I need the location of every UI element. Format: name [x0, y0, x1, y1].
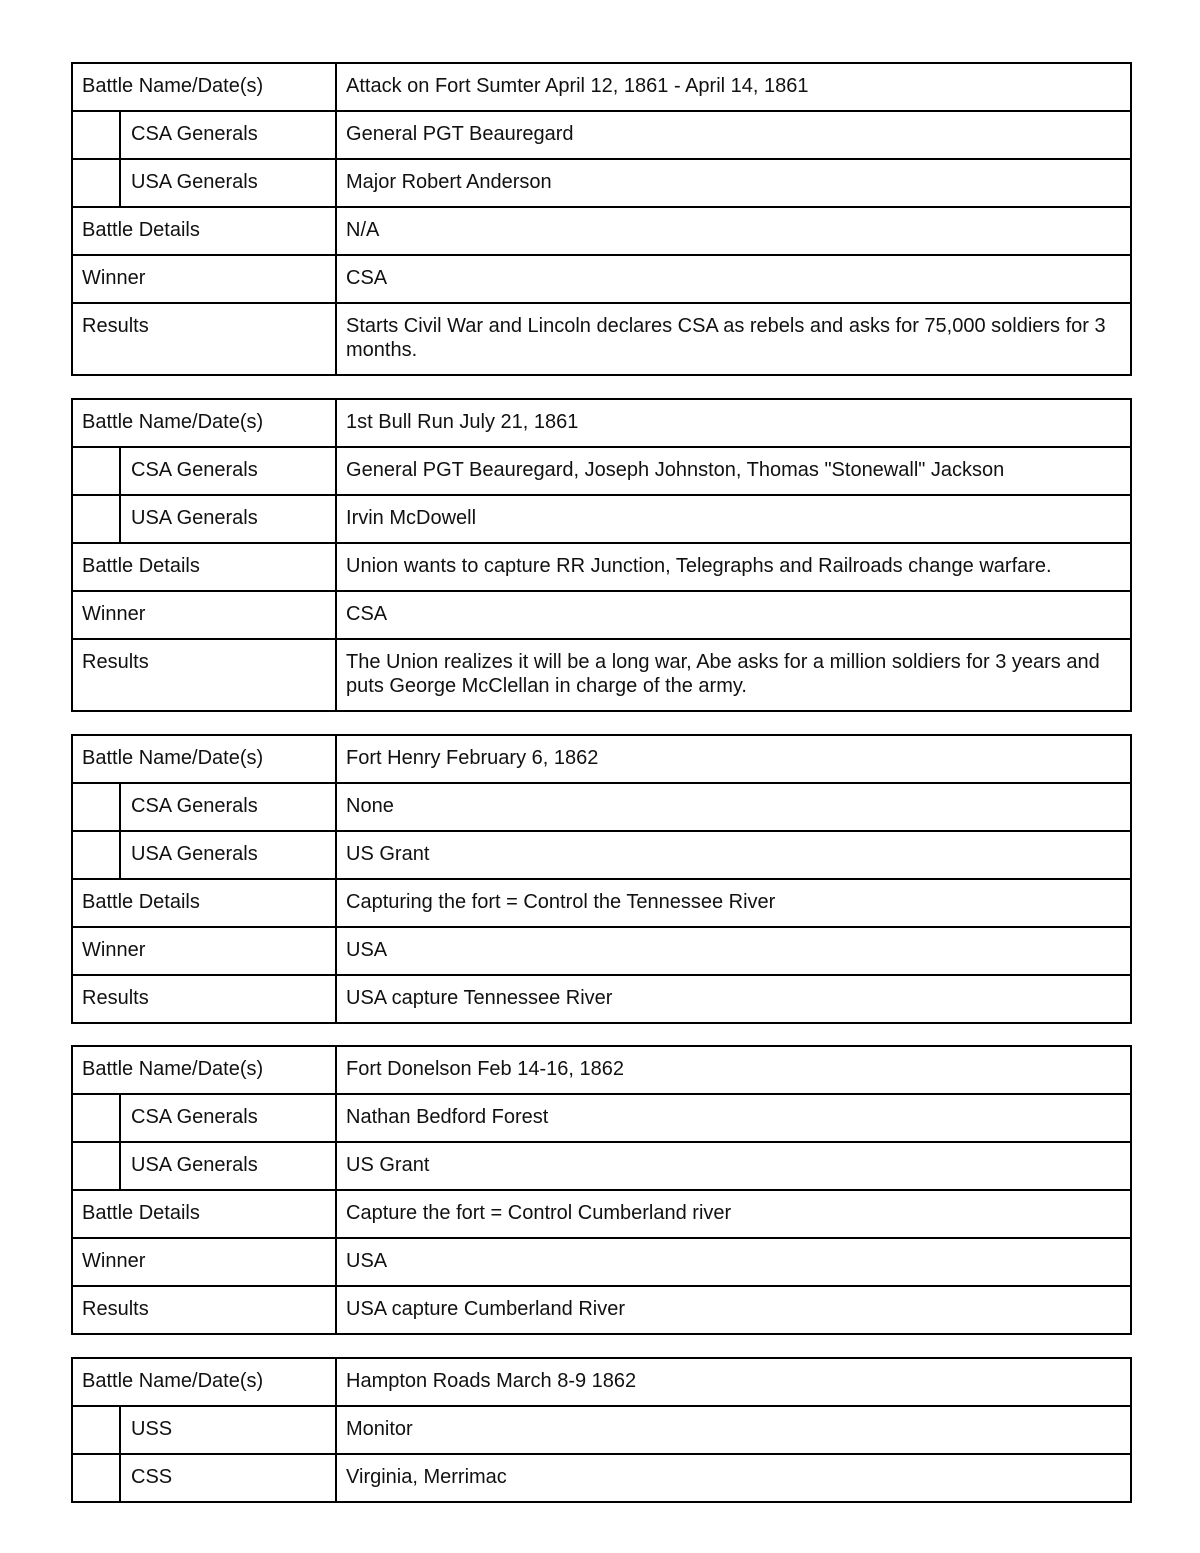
- table-row: [72, 1286, 1131, 1334]
- css-label: CSS: [120, 1454, 336, 1502]
- csa-generals-value: General PGT Beauregard: [336, 111, 1131, 159]
- battle-name-label: Battle Name/Date(s): [72, 399, 336, 447]
- table-row: [72, 1190, 1131, 1238]
- results-label: Results: [72, 1286, 336, 1334]
- indent-cell: [72, 447, 120, 495]
- indent-cell: [72, 1094, 120, 1142]
- winner-value: USA: [336, 1238, 1131, 1286]
- table-row: [72, 1238, 1131, 1286]
- battle-table-bull-run: [71, 398, 1132, 712]
- battle-name-label: Battle Name/Date(s): [72, 1046, 336, 1094]
- results-value: USA capture Tennessee River: [336, 975, 1131, 1023]
- table-row: [72, 255, 1131, 303]
- csa-generals-label: CSA Generals: [120, 447, 336, 495]
- uss-value: Monitor: [336, 1406, 1131, 1454]
- indent-cell: [72, 159, 120, 207]
- table-row: [72, 735, 1131, 783]
- table-row: [72, 975, 1131, 1023]
- battle-table-fort-sumter: [71, 62, 1132, 376]
- results-value: USA capture Cumberland River: [336, 1286, 1131, 1334]
- table-row: [72, 831, 1131, 879]
- table-row: [72, 447, 1131, 495]
- table-row: [72, 159, 1131, 207]
- indent-cell: [72, 1454, 120, 1502]
- indent-cell: [72, 831, 120, 879]
- usa-generals-label: USA Generals: [120, 159, 336, 207]
- battle-details-value: Capture the fort = Control Cumberland river: [336, 1190, 1131, 1238]
- battle-details-label: Battle Details: [72, 207, 336, 255]
- battle-name-value: Fort Donelson Feb 14-16, 1862: [336, 1046, 1131, 1094]
- winner-label: Winner: [72, 1238, 336, 1286]
- table-row: [72, 303, 1131, 375]
- table-row: [72, 1142, 1131, 1190]
- results-label: Results: [72, 975, 336, 1023]
- table-row: [72, 639, 1131, 711]
- table-row: [72, 927, 1131, 975]
- table-row: [72, 591, 1131, 639]
- table-row: [72, 111, 1131, 159]
- usa-generals-label: USA Generals: [120, 1142, 336, 1190]
- battle-details-value: Union wants to capture RR Junction, Telegraphs and Railroads change warfare.: [336, 543, 1131, 591]
- battle-table-fort-donelson: [71, 1045, 1132, 1335]
- table-row: [72, 207, 1131, 255]
- table-row: [72, 1406, 1131, 1454]
- battle-details-label: Battle Details: [72, 543, 336, 591]
- winner-value: USA: [336, 927, 1131, 975]
- battle-name-label: Battle Name/Date(s): [72, 63, 336, 111]
- battle-details-label: Battle Details: [72, 879, 336, 927]
- indent-cell: [72, 495, 120, 543]
- table-row: [72, 1358, 1131, 1406]
- table-row: [72, 399, 1131, 447]
- csa-generals-label: CSA Generals: [120, 111, 336, 159]
- table-row: [72, 63, 1131, 111]
- winner-label: Winner: [72, 255, 336, 303]
- usa-generals-value: US Grant: [336, 1142, 1131, 1190]
- battle-name-value: Attack on Fort Sumter April 12, 1861 - April 14, 1861: [336, 63, 1131, 111]
- uss-label: USS: [120, 1406, 336, 1454]
- table-row: [72, 495, 1131, 543]
- table-row: [72, 543, 1131, 591]
- css-value: Virginia, Merrimac: [336, 1454, 1131, 1502]
- winner-label: Winner: [72, 927, 336, 975]
- results-value: The Union realizes it will be a long war, Abe asks for a million soldiers for 3 years and puts George McClellan in charge of the army.: [336, 639, 1131, 711]
- battle-name-value: 1st Bull Run July 21, 1861: [336, 399, 1131, 447]
- battle-table-fort-henry: [71, 734, 1132, 1024]
- indent-cell: [72, 1406, 120, 1454]
- results-label: Results: [72, 639, 336, 711]
- indent-cell: [72, 783, 120, 831]
- usa-generals-value: Major Robert Anderson: [336, 159, 1131, 207]
- battle-name-value: Hampton Roads March 8-9 1862: [336, 1358, 1131, 1406]
- winner-value: CSA: [336, 591, 1131, 639]
- usa-generals-value: Irvin McDowell: [336, 495, 1131, 543]
- table-row: [72, 1046, 1131, 1094]
- usa-generals-value: US Grant: [336, 831, 1131, 879]
- usa-generals-label: USA Generals: [120, 831, 336, 879]
- csa-generals-label: CSA Generals: [120, 1094, 336, 1142]
- winner-value: CSA: [336, 255, 1131, 303]
- table-row: [72, 783, 1131, 831]
- results-value: Starts Civil War and Lincoln declares CSA as rebels and asks for 75,000 soldiers for 3 months.: [336, 303, 1131, 375]
- csa-generals-label: CSA Generals: [120, 783, 336, 831]
- csa-generals-value: None: [336, 783, 1131, 831]
- battle-name-label: Battle Name/Date(s): [72, 1358, 336, 1406]
- usa-generals-label: USA Generals: [120, 495, 336, 543]
- battle-details-value: N/A: [336, 207, 1131, 255]
- table-row: [72, 1454, 1131, 1502]
- table-row: [72, 1094, 1131, 1142]
- indent-cell: [72, 111, 120, 159]
- battle-name-value: Fort Henry February 6, 1862: [336, 735, 1131, 783]
- battle-name-label: Battle Name/Date(s): [72, 735, 336, 783]
- winner-label: Winner: [72, 591, 336, 639]
- table-row: [72, 879, 1131, 927]
- battle-table-hampton-roads: [71, 1357, 1132, 1503]
- csa-generals-value: General PGT Beauregard, Joseph Johnston, Thomas "Stonewall" Jackson: [336, 447, 1131, 495]
- battle-details-value: Capturing the fort = Control the Tennessee River: [336, 879, 1131, 927]
- indent-cell: [72, 1142, 120, 1190]
- csa-generals-value: Nathan Bedford Forest: [336, 1094, 1131, 1142]
- battle-details-label: Battle Details: [72, 1190, 336, 1238]
- results-label: Results: [72, 303, 336, 375]
